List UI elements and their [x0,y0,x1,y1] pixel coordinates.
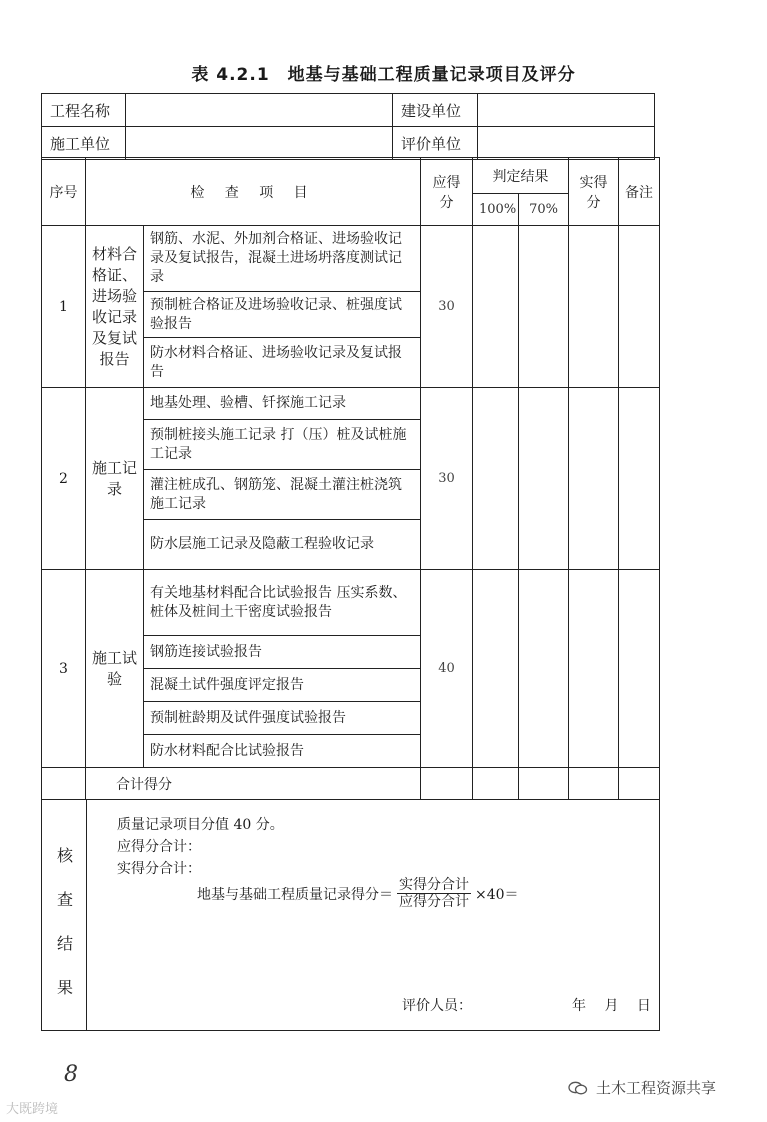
group-1-remarks-cell[interactable] [619,226,660,388]
group-3-item-3: 混凝土试件强度评定报告 [144,669,421,702]
col-check-items-header: 检 查 项 目 [86,158,421,226]
col-100pct-header: 100% [473,194,519,226]
group-1-actual-cell[interactable] [569,226,619,388]
total-70pct-cell[interactable] [519,768,569,800]
group-1-category: 材料合格证、进场验收记录及复试报告 [86,226,144,388]
group-1-70pct-cell[interactable] [519,226,569,388]
header-info-table [41,93,655,160]
total-label: 合计得分 [86,768,421,800]
result-divider [86,800,87,1030]
group-1-100pct-cell[interactable] [473,226,519,388]
col-judgement-header: 判定结果 [473,158,569,194]
check-result-section [42,800,660,1031]
score-formula [197,877,519,910]
group-3-remarks-cell[interactable] [619,570,660,768]
result-label-char-4: 果 [56,978,73,997]
group-2-70pct-cell[interactable] [519,388,569,570]
construction-unit-field[interactable] [478,94,655,127]
group-2-remarks-cell[interactable] [619,388,660,570]
builder-field[interactable] [126,127,393,160]
group-2-100pct-cell[interactable] [473,388,519,570]
col-70pct-header: 70% [519,194,569,226]
formula-prefix: 地基与基础工程质量记录得分＝ [197,886,393,903]
page-number: 8 [64,1062,78,1087]
evaluation-unit-field[interactable] [478,127,655,160]
group-1-item-3: 防水材料合格证、进场验收记录及复试报告 [144,338,421,388]
col-remarks-header: 备注 [619,158,660,226]
corner-watermark [6,1098,58,1117]
construction-unit-label: 建设单位 [393,94,478,127]
group-3-category: 施工试验 [86,570,144,768]
result-text-block [117,814,284,880]
group-1-item-2: 预制桩合格证及进场验收记录、桩强度试验报告 [144,292,421,338]
group-2-item-4: 防水层施工记录及隐蔽工程验收记录 [144,520,421,570]
wechat-watermark [568,1077,716,1098]
group-3-item-5: 防水材料配合比试验报告 [144,735,421,768]
total-actual-cell[interactable] [569,768,619,800]
total-100pct-cell[interactable] [473,768,519,800]
group-3-item-4: 预制桩龄期及试件强度试验报告 [144,702,421,735]
group-2-item-3: 灌注桩成孔、钢筋笼、混凝土灌注桩浇筑施工记录 [144,470,421,520]
group-2-number: 2 [42,388,86,570]
group-2-actual-cell[interactable] [569,388,619,570]
result-label-char-1: 核 [56,846,73,865]
total-seq-cell [42,768,86,800]
project-name-field[interactable] [126,94,393,127]
total-remarks-cell[interactable] [619,768,660,800]
group-2-category: 施工记录 [86,388,144,570]
result-label-char-2: 查 [56,890,73,909]
group-2-item-2: 预制桩接头施工记录 打（压）桩及试桩施工记录 [144,420,421,470]
wechat-icon [568,1081,588,1095]
group-3-score: 40 [421,570,473,768]
quality-record-table [41,157,660,1031]
col-due-score-header: 应得分 [421,158,473,226]
fraction-denominator: 应得分合计 [399,894,469,910]
result-line-1: 质量记录项目分值 40 分。 [117,817,284,833]
table-title [0,60,767,85]
result-label-char-3: 结 [56,934,73,953]
project-name-label: 工程名称 [42,94,126,127]
formula-suffix: ×40＝ [475,886,519,903]
result-line-2: 应得分合计： [117,839,201,855]
watermark-text: 土木工程资源共享 [596,1079,717,1097]
col-actual-score-header: 实得分 [569,158,619,226]
group-1-score: 30 [421,226,473,388]
group-1-number: 1 [42,226,86,388]
fraction-numerator: 实得分合计 [399,877,469,893]
table-number: 表 4.2.1 [191,65,270,85]
result-vertical-label [50,834,80,1010]
corner-watermark-text: 大既跨境 [6,1102,59,1117]
col-seq-header: 序号 [42,158,86,226]
group-3-100pct-cell[interactable] [473,570,519,768]
total-due-cell[interactable] [421,768,473,800]
group-3-70pct-cell[interactable] [519,570,569,768]
result-line-3: 实得分合计： [117,861,201,877]
date-label: 年 月 日 [572,998,651,1014]
formula-fraction [397,877,471,910]
group-2-score: 30 [421,388,473,570]
evaluation-unit-label: 评价单位 [393,127,478,160]
evaluator-label: 评价人员： [402,998,472,1014]
builder-label: 施工单位 [42,127,126,160]
group-3-number: 3 [42,570,86,768]
group-3-item-2: 钢筋连接试验报告 [144,636,421,669]
group-3-item-1: 有关地基材料配合比试验报告 压实系数、桩体及桩间土干密度试验报告 [144,570,421,636]
table-title-text: 地基与基础工程质量记录项目及评分 [287,65,576,85]
group-1-item-1: 钢筋、水泥、外加剂合格证、进场验收记录及复试报告，混凝土进场坍落度测试记录 [144,226,421,292]
group-2-item-1: 地基处理、验槽、钎探施工记录 [144,388,421,420]
group-3-actual-cell[interactable] [569,570,619,768]
